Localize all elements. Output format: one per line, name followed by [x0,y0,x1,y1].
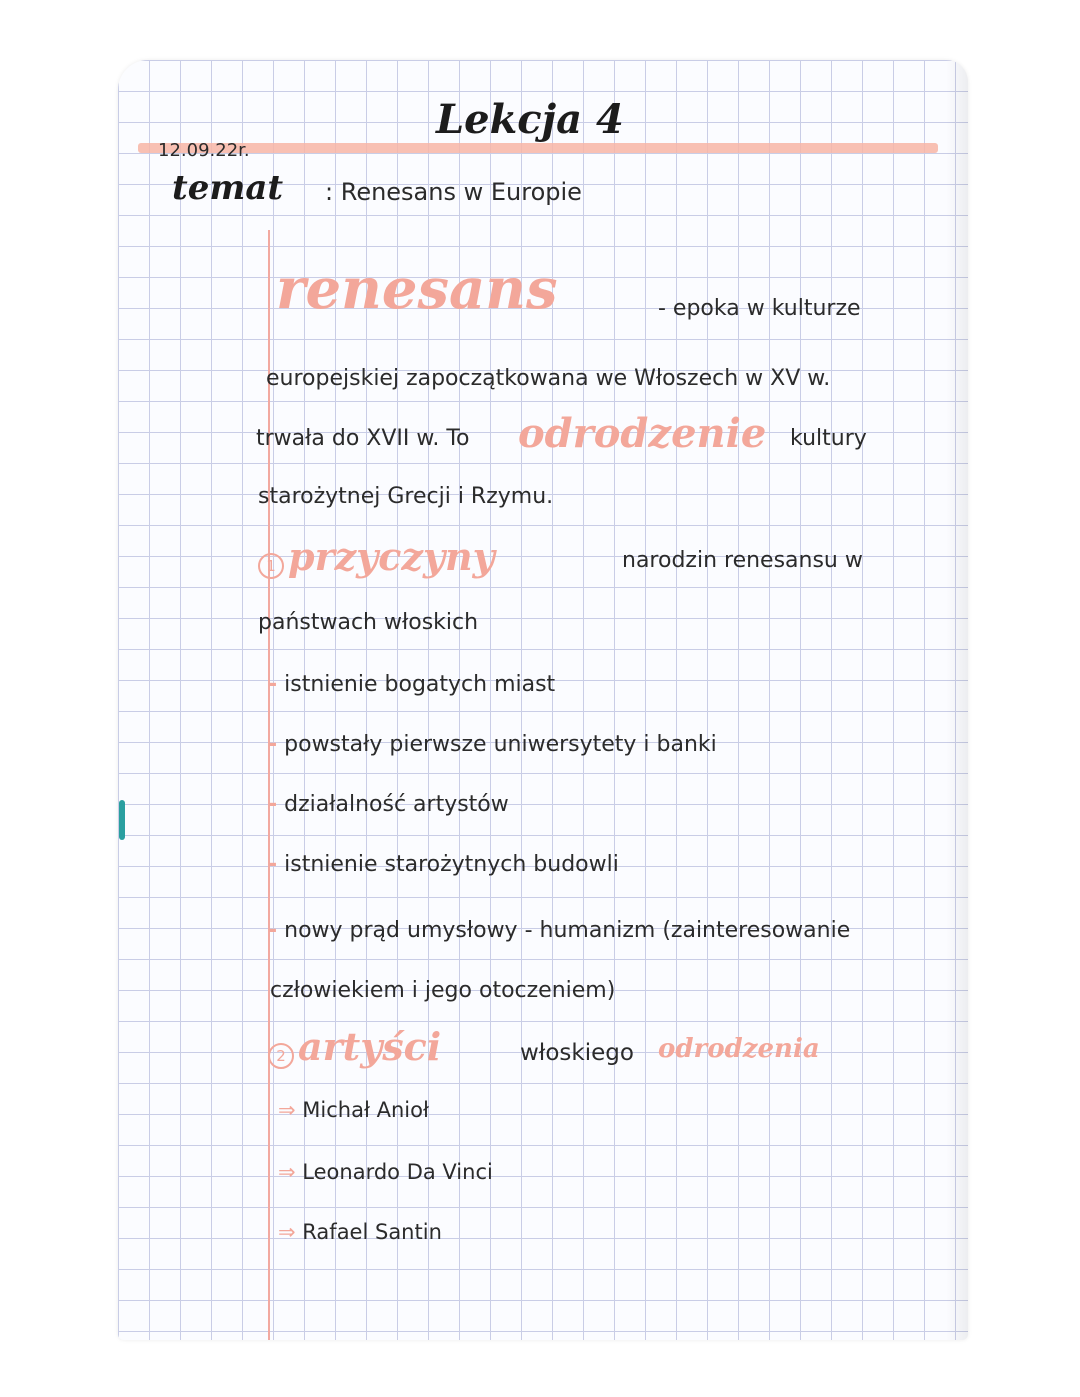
definition-line-3-end: kultury [790,426,867,451]
section-1-heading [258,534,495,579]
cause-item [268,672,555,697]
cause-item [268,792,509,817]
heading-odrodzenia: odrodzenia [658,1034,820,1064]
heading-przyczyny: przyczyny [288,534,495,579]
notebook-page [118,60,968,1340]
cause-item-continuation: człowiekiem i jego otoczeniem) [270,978,616,1003]
definition-line-2: europejskiej zapoczątkowana we Włoszech w XV w. [266,366,831,391]
section-2-heading [268,1024,441,1069]
cause-item [268,732,717,757]
heading-artysci: artyści [298,1024,442,1069]
dash-marker: - [268,918,278,943]
artist-name: Michał Anioł [302,1098,429,1122]
binding-shadow [946,60,968,1340]
term-odrodzenie: odrodzenie [518,410,767,457]
cause-item [268,918,850,943]
tab-marker [119,800,125,840]
definition-line-4: starożytnej Grecji i Rzymu. [258,484,554,509]
cause-item-text: istnienie bogatych miast [284,672,556,697]
cause-item [268,852,619,877]
artist-name: Leonardo Da Vinci [302,1160,493,1184]
margin-line [268,230,270,1340]
arrow-right-icon: ⇒ [278,1220,296,1244]
dash-marker: - [268,732,278,757]
section-1-number: 1 [258,553,284,579]
section-2-heading-rest: włoskiego [520,1040,634,1066]
header-highlight-bar [138,143,938,153]
topic-text: : Renesans w Europie [325,178,582,206]
lesson-title: Lekcja 4 [436,96,624,143]
cause-item-text: powstały pierwsze uniwersytety i banki [284,732,717,757]
artist-item [278,1098,429,1122]
topic-label: temat [172,168,284,208]
arrow-right-icon: ⇒ [278,1160,296,1184]
definition-line-3-start: trwała do XVII w. To [256,426,470,451]
cause-item-text: działalność artystów [284,792,509,817]
date: 12.09.22r. [158,140,250,161]
artist-name: Rafael Santin [302,1220,442,1244]
artist-item [278,1220,442,1244]
artist-item [278,1160,493,1184]
section-1-heading-line-2: państwach włoskich [258,610,479,635]
dash-marker: - [268,852,278,877]
dash-marker: - [268,672,278,697]
section-2-number: 2 [268,1043,294,1069]
dash-marker: - [268,792,278,817]
section-1-heading-rest: narodzin renesansu w [622,548,863,573]
cause-item-text: nowy prąd umysłowy - humanizm (zainteresowanie [284,918,851,943]
arrow-right-icon: ⇒ [278,1098,296,1122]
cause-item-text: istnienie starożytnych budowli [284,852,619,877]
definition-line-1: - epoka w kulturze [658,296,861,321]
term-renesans: renesans [276,256,558,322]
